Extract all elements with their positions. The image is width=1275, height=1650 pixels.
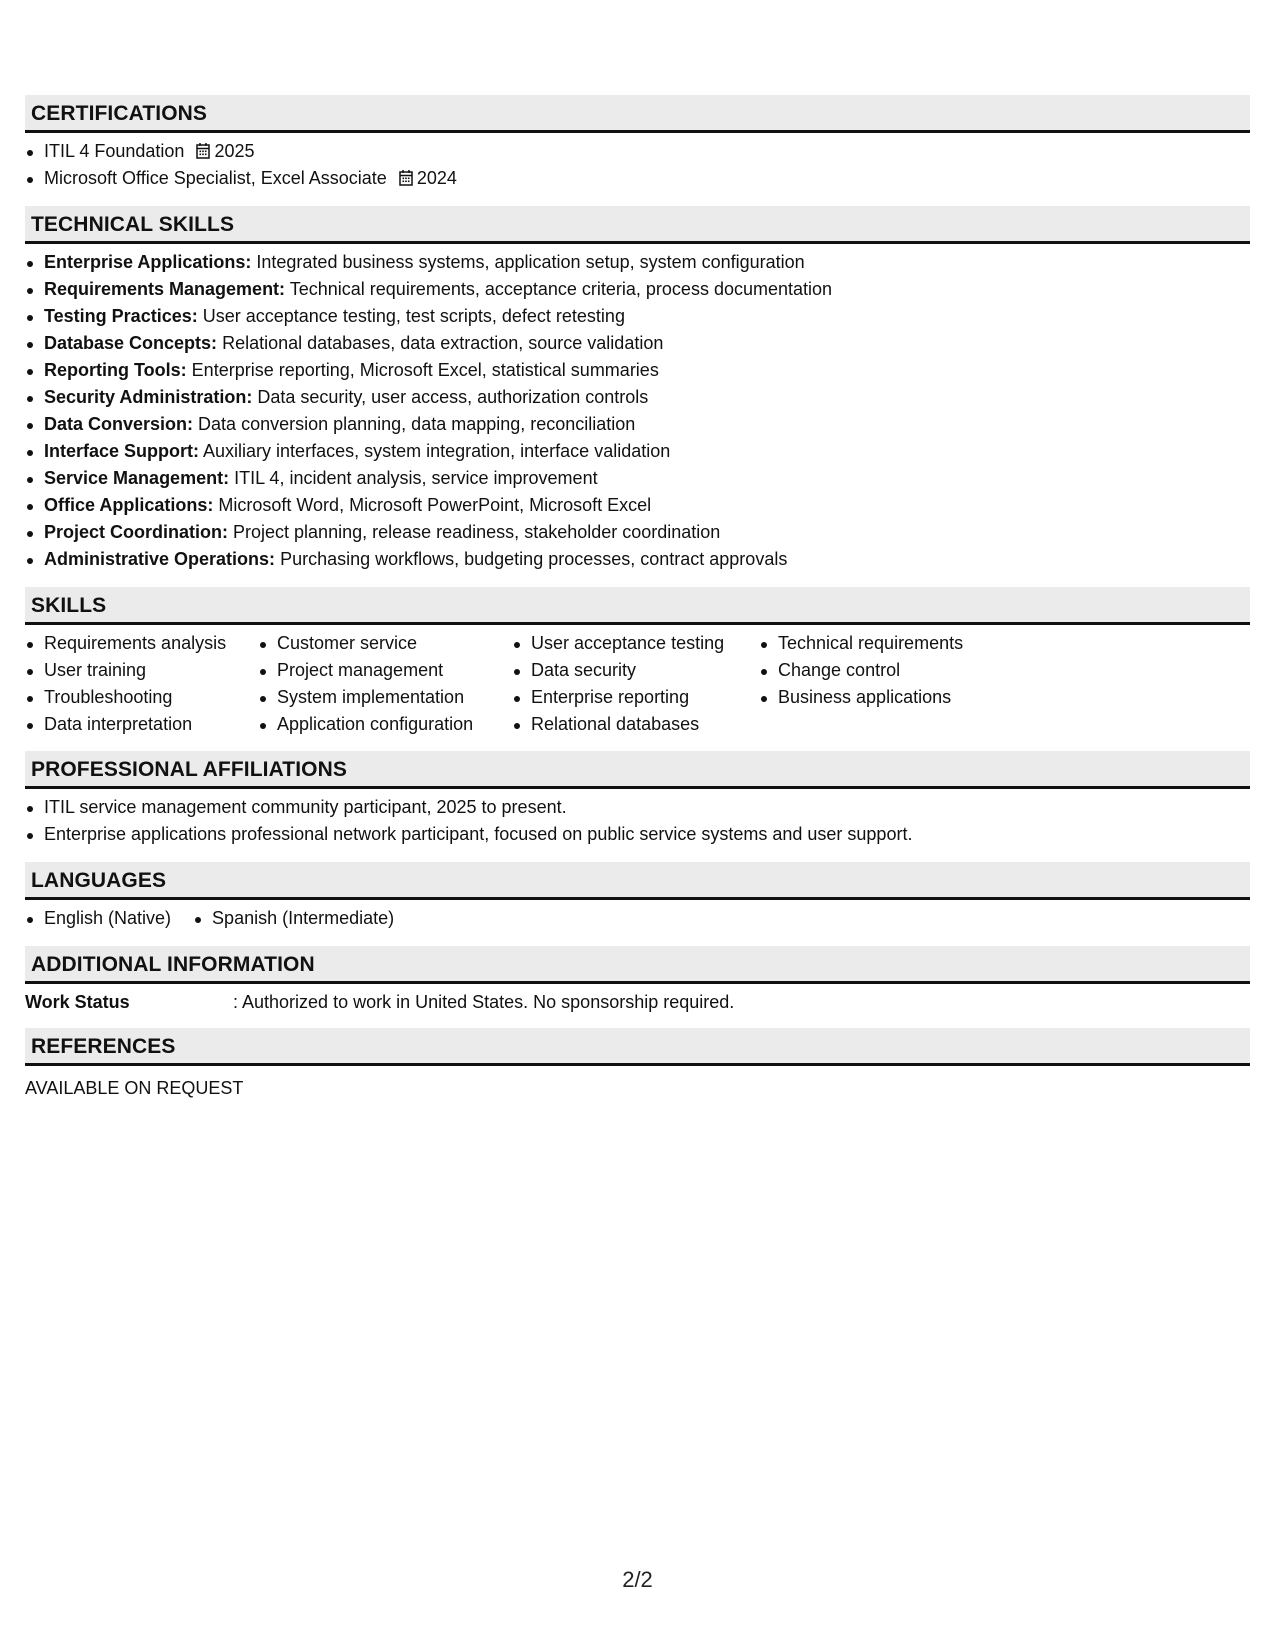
list-item: Spanish (Intermediate) [193, 905, 394, 932]
additional-info-header: ADDITIONAL INFORMATION [25, 946, 1250, 984]
calendar-icon [399, 169, 413, 186]
skill-category: Security Administration: [44, 387, 253, 407]
references-text: AVAILABLE ON REQUEST [25, 1078, 244, 1098]
list-item [25, 438, 1250, 465]
affiliations-list [25, 794, 1250, 848]
work-status-label: Work Status [25, 992, 130, 1012]
skill-details: Microsoft Word, Microsoft PowerPoint, Microsoft Excel [218, 495, 652, 515]
skill-details: Data security, user access, authorization controls [257, 387, 649, 407]
list-item: Customer service [258, 630, 512, 657]
skills-column [25, 630, 258, 738]
skill-category: Project Coordination: [44, 522, 228, 542]
list-item [25, 492, 1250, 519]
languages-list [25, 905, 1250, 932]
skill-details: Purchasing workflows, budgeting processes, contract approvals [280, 549, 788, 569]
technical-skills-list [25, 249, 1250, 573]
list-item: English (Native) [25, 905, 171, 932]
skill-category: Administrative Operations: [44, 549, 276, 569]
skill-category: Database Concepts: [44, 333, 218, 353]
skill-category: Interface Support: [44, 441, 200, 461]
certification-name: Microsoft Office Specialist, Excel Associate [44, 168, 387, 188]
list-item [25, 303, 1250, 330]
skill-details: Integrated business systems, application setup, system configuration [256, 252, 805, 272]
list-item: Enterprise reporting [512, 684, 759, 711]
list-item: Change control [759, 657, 999, 684]
list-item [25, 276, 1250, 303]
technical-skills-header: TECHNICAL SKILLS [25, 206, 1250, 244]
list-item: Troubleshooting [25, 684, 258, 711]
skill-category: Reporting Tools: [44, 360, 187, 380]
list-item: Enterprise applications professional network participant, focused on public service systems and user support. [25, 821, 1250, 848]
skill-details: Relational databases, data extraction, source validation [222, 333, 664, 353]
skills-column [258, 630, 512, 738]
list-item [25, 384, 1250, 411]
page-number: 2/2 [622, 1567, 653, 1592]
list-item: ITIL service management community participant, 2025 to present. [25, 794, 1250, 821]
list-item [25, 249, 1250, 276]
calendar-icon [196, 142, 210, 159]
skills-header: SKILLS [25, 587, 1250, 625]
skills-column [512, 630, 759, 738]
certification-name: ITIL 4 Foundation [44, 141, 185, 161]
skill-category: Testing Practices: [44, 306, 198, 326]
skill-details: Data conversion planning, data mapping, reconciliation [198, 414, 636, 434]
list-item [25, 465, 1250, 492]
certifications-header: CERTIFICATIONS [25, 95, 1250, 133]
skill-details: Project planning, release readiness, stakeholder coordination [233, 522, 721, 542]
skill-category: Service Management: [44, 468, 230, 488]
certification-year: 2025 [214, 141, 255, 161]
list-item [25, 165, 1250, 192]
references-header: REFERENCES [25, 1028, 1250, 1066]
list-item [25, 330, 1250, 357]
list-item: Business applications [759, 684, 999, 711]
resume-page [25, 95, 1250, 1102]
work-status-row [25, 984, 1250, 1020]
list-item: Data security [512, 657, 759, 684]
list-item [25, 519, 1250, 546]
skill-category: Requirements Management: [44, 279, 286, 299]
skill-details: ITIL 4, incident analysis, service improvement [234, 468, 598, 488]
skill-details: Technical requirements, acceptance criteria, process documentation [289, 279, 833, 299]
list-item: Relational databases [512, 711, 759, 738]
list-item [25, 138, 1250, 165]
skill-details: Enterprise reporting, Microsoft Excel, statistical summaries [191, 360, 659, 380]
certifications-list [25, 138, 1250, 192]
list-item [25, 411, 1250, 438]
skill-category: Data Conversion: [44, 414, 194, 434]
skills-column [759, 630, 999, 738]
list-item: Application configuration [258, 711, 512, 738]
list-item [25, 546, 1250, 573]
list-item: Project management [258, 657, 512, 684]
languages-header: LANGUAGES [25, 862, 1250, 900]
list-item: Requirements analysis [25, 630, 258, 657]
skill-details: Auxiliary interfaces, system integration, interface validation [203, 441, 671, 461]
affiliations-header: PROFESSIONAL AFFILIATIONS [25, 751, 1250, 789]
skill-category: Office Applications: [44, 495, 214, 515]
list-item: User training [25, 657, 258, 684]
work-status-value: : Authorized to work in United States. No sponsorship required. [233, 992, 735, 1012]
certification-year: 2024 [416, 168, 457, 188]
list-item: Data interpretation [25, 711, 258, 738]
skill-category: Enterprise Applications: [44, 252, 252, 272]
skills-grid [25, 630, 1250, 738]
skill-details: User acceptance testing, test scripts, defect retesting [202, 306, 625, 326]
list-item [25, 357, 1250, 384]
list-item: User acceptance testing [512, 630, 759, 657]
list-item: Technical requirements [759, 630, 999, 657]
list-item: System implementation [258, 684, 512, 711]
